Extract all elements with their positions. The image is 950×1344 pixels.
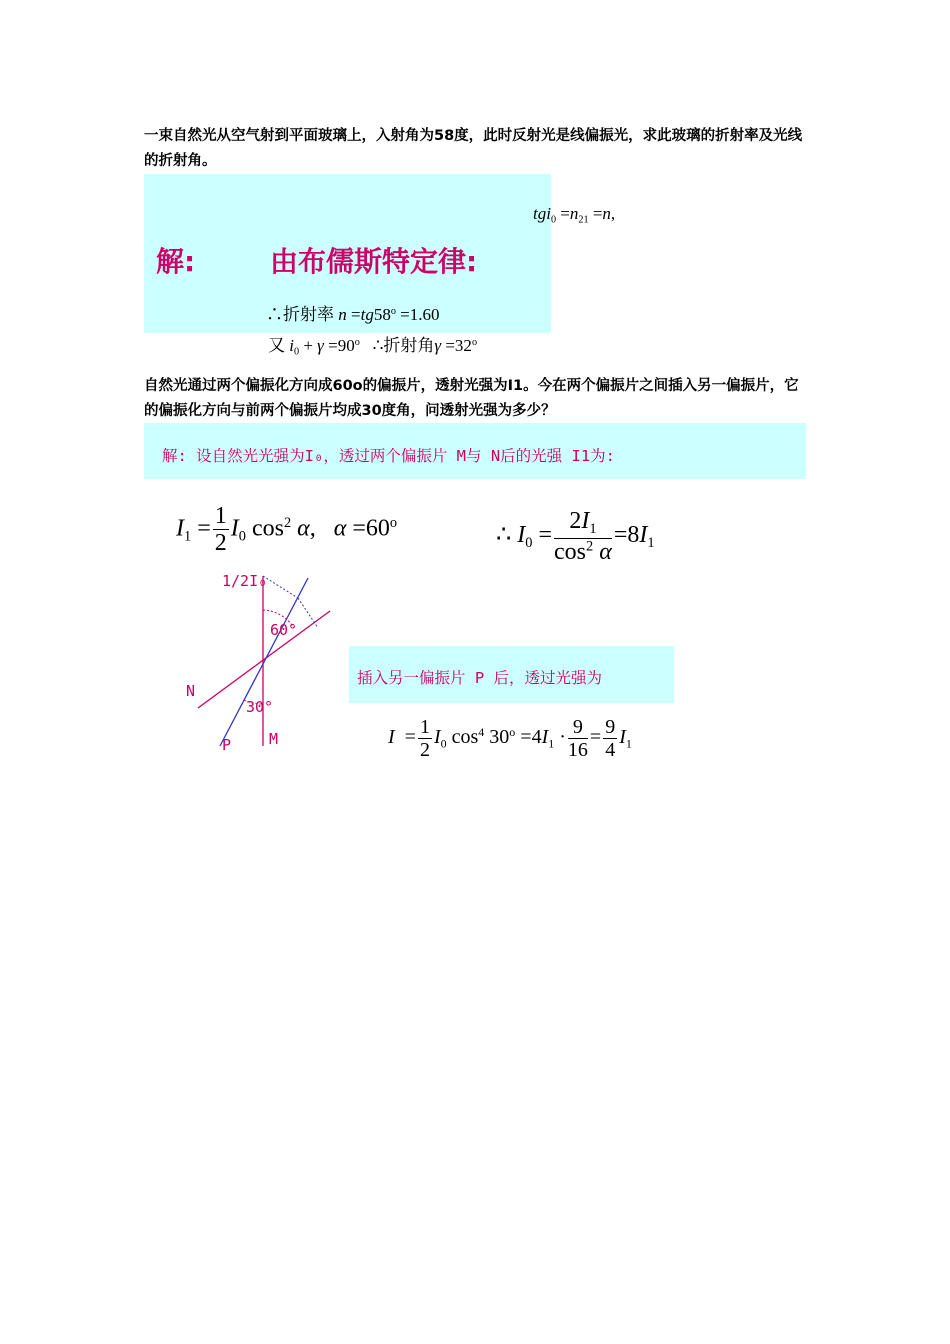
label-P: P xyxy=(222,736,232,754)
problem1-text: 一束自然光从空气射到平面玻璃上，入射角为58度，此时反射光是线偏振光，求此玻璃的折射率及光线的折射角。 xyxy=(144,128,803,169)
label-M: M xyxy=(269,730,279,748)
formula-i0: ∴ $I_0$ = $\frac{2I_1}{\cos^2 \alpha}$ $=8I_1$ xyxy=(496,508,655,565)
insert-label: 插入另一偏振片 P 后，透过光强为 xyxy=(357,669,602,687)
formula-refractive-index: ∴折射率 $n =tg58^o =1.60$ xyxy=(266,305,440,324)
solution-line-2: 解: 设自然光光强为I₀，透过两个偏振片 M与 N后的光强 I1为: xyxy=(162,447,615,465)
formula-tgi: $tgi_0 =n_{21} =n$, xyxy=(533,204,616,226)
law-label: 由布儒斯特定律: xyxy=(270,245,478,278)
problem2-text: 自然光通过两个偏振化方向成60o的偏振片，透射光强为I1。今在两个偏振片之间插入另一偏振片，它的偏振化方向与前两个偏振片均成30度角，问透射光强为多少？ xyxy=(144,378,799,419)
label-half-i0: 1/2I₀ xyxy=(222,572,268,590)
formula-i1: $I_1$ = $\frac{1}{2}$ $I_0$ $\cos^2 \alpha$, $\alpha =60^o$ xyxy=(176,503,398,557)
polarizer-diagram xyxy=(180,568,350,758)
polarizer-N-line xyxy=(198,611,330,708)
projection-line-2 xyxy=(298,598,318,628)
polarizer-P-line xyxy=(220,578,308,746)
solution-label-1: 解: xyxy=(156,245,196,278)
projection-line-1 xyxy=(263,576,298,598)
formula-final-intensity: I = $\frac{1}{2}$ $I_0$ $\cos^4 30^o =4I_1$ · $\frac{9}{16}$ = $\frac{9}{4}$ $I_1$ xyxy=(388,716,632,761)
label-N: N xyxy=(186,682,196,700)
formula-refraction-angle: 又 $i_0 + \gamma =90^o$ ∴折射角$\gamma =32^o$ xyxy=(268,336,478,358)
label-60-degrees: 60° xyxy=(270,621,298,639)
label-30-degrees: 30° xyxy=(246,698,274,716)
